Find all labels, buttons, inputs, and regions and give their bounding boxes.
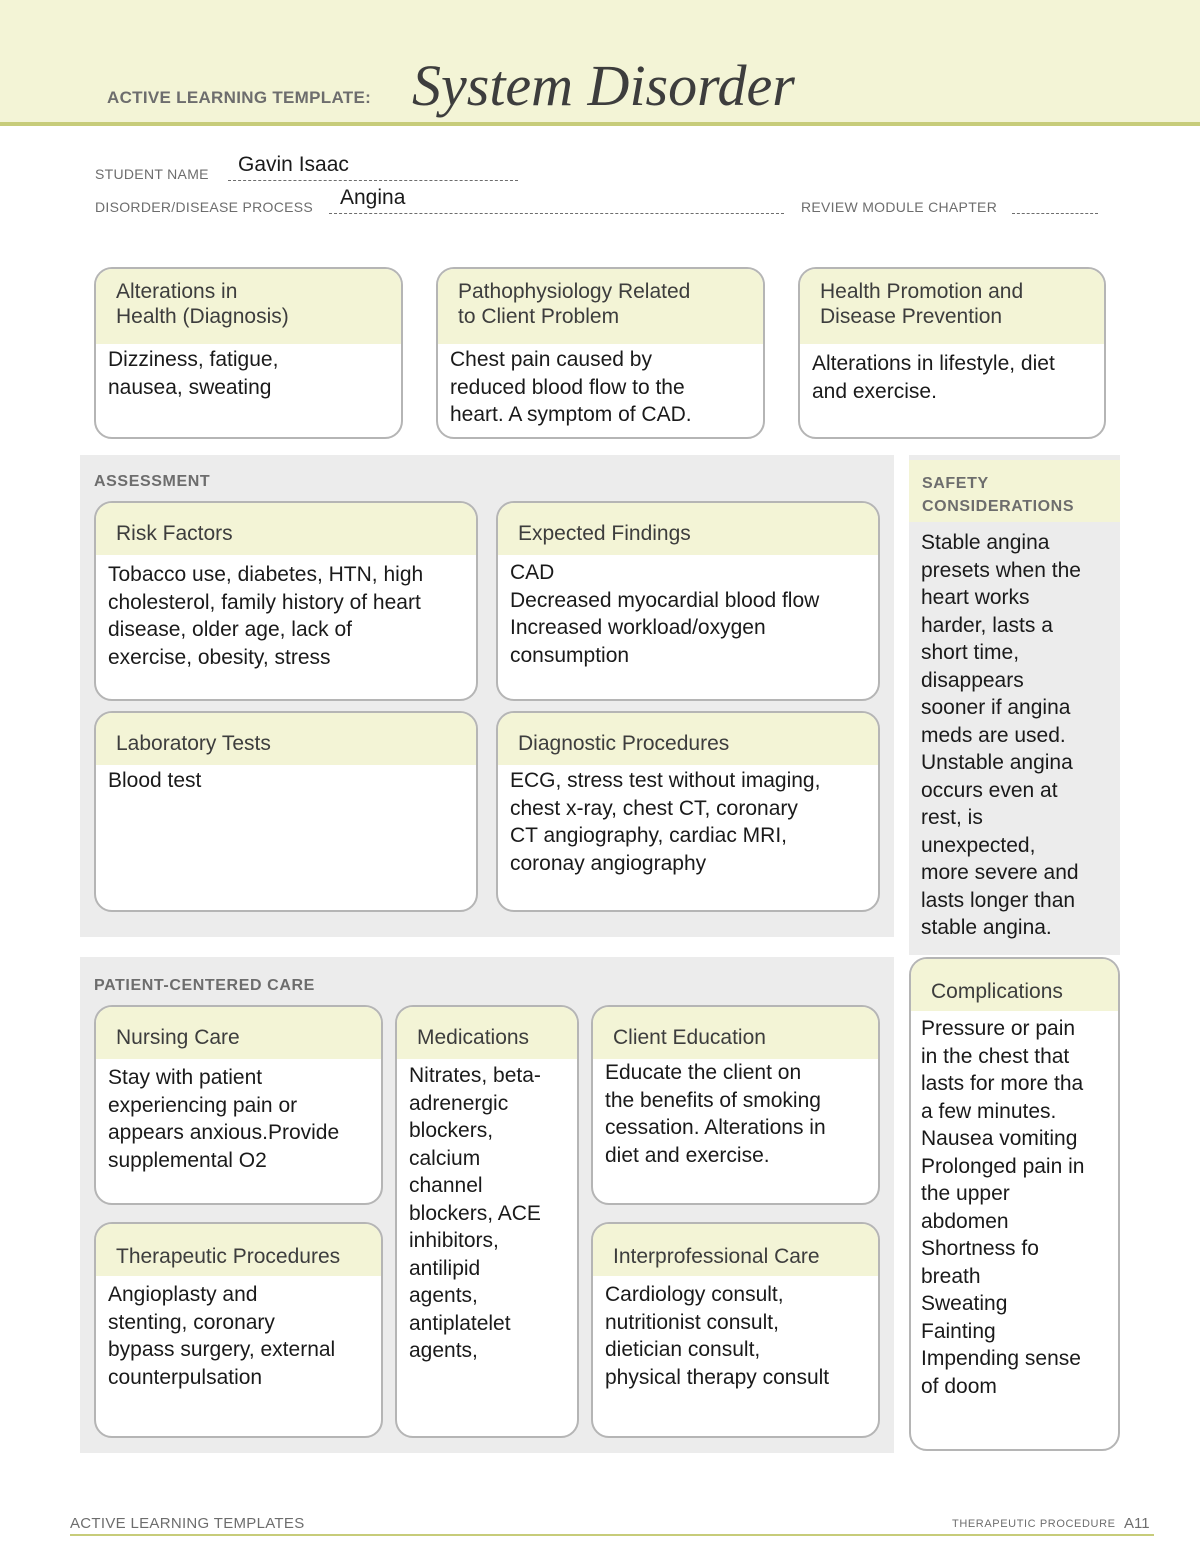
footer-page-number: A11 <box>1124 1515 1150 1532</box>
student-name-field[interactable]: Gavin Isaac <box>238 153 349 176</box>
diagnostic-procedures-title: Diagnostic Procedures <box>498 713 878 765</box>
header-rule <box>0 122 1200 126</box>
disorder-label: DISORDER/DISEASE PROCESS <box>95 199 314 215</box>
expected-findings-box <box>496 501 880 701</box>
complications-body[interactable]: Pressure or pain in the chest that lasts for more tha a few minutes. Nausea vomiting Prolonged pain in the upper abdomen Shortness fo breath Sweating Fainting Impending sense of doom <box>921 1017 1085 1398</box>
footer-rule <box>70 1534 1154 1536</box>
review-module-line <box>1012 213 1098 214</box>
health-promotion-body[interactable]: Alterations in lifestyle, diet and exercise. <box>812 352 1055 403</box>
interprofessional-care-body[interactable]: Cardiology consult, nutritionist consult, dietician consult, physical therapy consult <box>605 1283 830 1389</box>
nursing-care-body[interactable]: Stay with patient experiencing pain or appears anxious.Provide supplemental O2 <box>108 1066 340 1172</box>
alterations-body[interactable]: Dizziness, fatigue, nausea, sweating <box>108 348 279 399</box>
pathophysiology-title: Pathophysiology Related to Client Problem <box>438 269 763 344</box>
footer-left-label: ACTIVE LEARNING TEMPLATES <box>70 1515 305 1532</box>
disorder-line <box>329 213 784 214</box>
nursing-care-title: Nursing Care <box>96 1007 381 1059</box>
health-promotion-title: Health Promotion and Disease Prevention <box>800 269 1104 344</box>
risk-factors-title: Risk Factors <box>96 503 476 555</box>
medications-box <box>395 1005 579 1438</box>
client-education-box <box>591 1005 880 1205</box>
therapeutic-procedures-body[interactable]: Angioplasty and stenting, coronary bypass surgery, external counterpulsation <box>108 1283 336 1389</box>
diagnostic-procedures-body[interactable]: ECG, stress test without imaging, chest x-ray, chest CT, coronary CT angiography, cardiac MRI, coronay angiography <box>510 769 821 875</box>
risk-factors-box <box>94 501 478 701</box>
disorder-field[interactable]: Angina <box>340 186 406 209</box>
safety-body[interactable]: Stable angina presets when the heart works harder, lasts a short time, disappears sooner if angina meds are used. Unstable angina occurs even at rest, is unexpected, more severe and lasts longer than stable angina. <box>921 531 1081 939</box>
pathophysiology-box <box>436 267 765 439</box>
medications-body[interactable]: Nitrates, beta- adrenergic blockers, calcium channel blockers, ACE inhibitors, antilipid agents, antiplatelet agents, <box>409 1064 541 1362</box>
template-label: ACTIVE LEARNING TEMPLATE: <box>107 88 372 107</box>
safety-title: SAFETY CONSIDERATIONS <box>922 475 1075 515</box>
client-education-body[interactable]: Educate the client on the benefits of smoking cessation. Alterations in diet and exercise. <box>605 1061 826 1167</box>
review-module-label: REVIEW MODULE CHAPTER <box>801 199 998 215</box>
complications-title: Complications <box>911 959 1118 1011</box>
template-title: System Disorder <box>412 53 795 118</box>
therapeutic-procedures-title: Therapeutic Procedures <box>96 1224 381 1276</box>
alterations-box <box>94 267 403 439</box>
pathophysiology-body[interactable]: Chest pain caused by reduced blood flow to the heart. A symptom of CAD. <box>450 348 692 426</box>
patient-care-title: PATIENT-CENTERED CARE <box>94 977 315 994</box>
expected-findings-body[interactable]: CAD Decreased myocardial blood flow Increased workload/oxygen consumption <box>510 561 820 667</box>
diagnostic-procedures-box <box>496 711 880 912</box>
laboratory-tests-box <box>94 711 478 912</box>
nursing-care-box <box>94 1005 383 1205</box>
interprofessional-care-box <box>591 1222 880 1438</box>
risk-factors-body[interactable]: Tobacco use, diabetes, HTN, high cholesterol, family history of heart disease, older age, lack of exercise, obesity, stress <box>108 563 424 669</box>
interprofessional-care-title: Interprofessional Care <box>593 1224 878 1276</box>
health-promotion-box <box>798 267 1106 439</box>
student-name-line <box>228 180 518 181</box>
student-name-label: STUDENT NAME <box>95 166 209 182</box>
therapeutic-procedures-box <box>94 1222 383 1438</box>
laboratory-tests-title: Laboratory Tests <box>96 713 476 765</box>
alterations-title: Alterations in Health (Diagnosis) <box>96 269 401 344</box>
expected-findings-title: Expected Findings <box>498 503 878 555</box>
client-education-title: Client Education <box>593 1007 878 1059</box>
medications-title: Medications <box>397 1007 577 1059</box>
laboratory-tests-body[interactable]: Blood test <box>108 769 202 792</box>
assessment-title: ASSESSMENT <box>94 473 211 490</box>
footer-right-label: THERAPEUTIC PROCEDURE <box>952 1518 1116 1530</box>
complications-box <box>909 957 1120 1451</box>
